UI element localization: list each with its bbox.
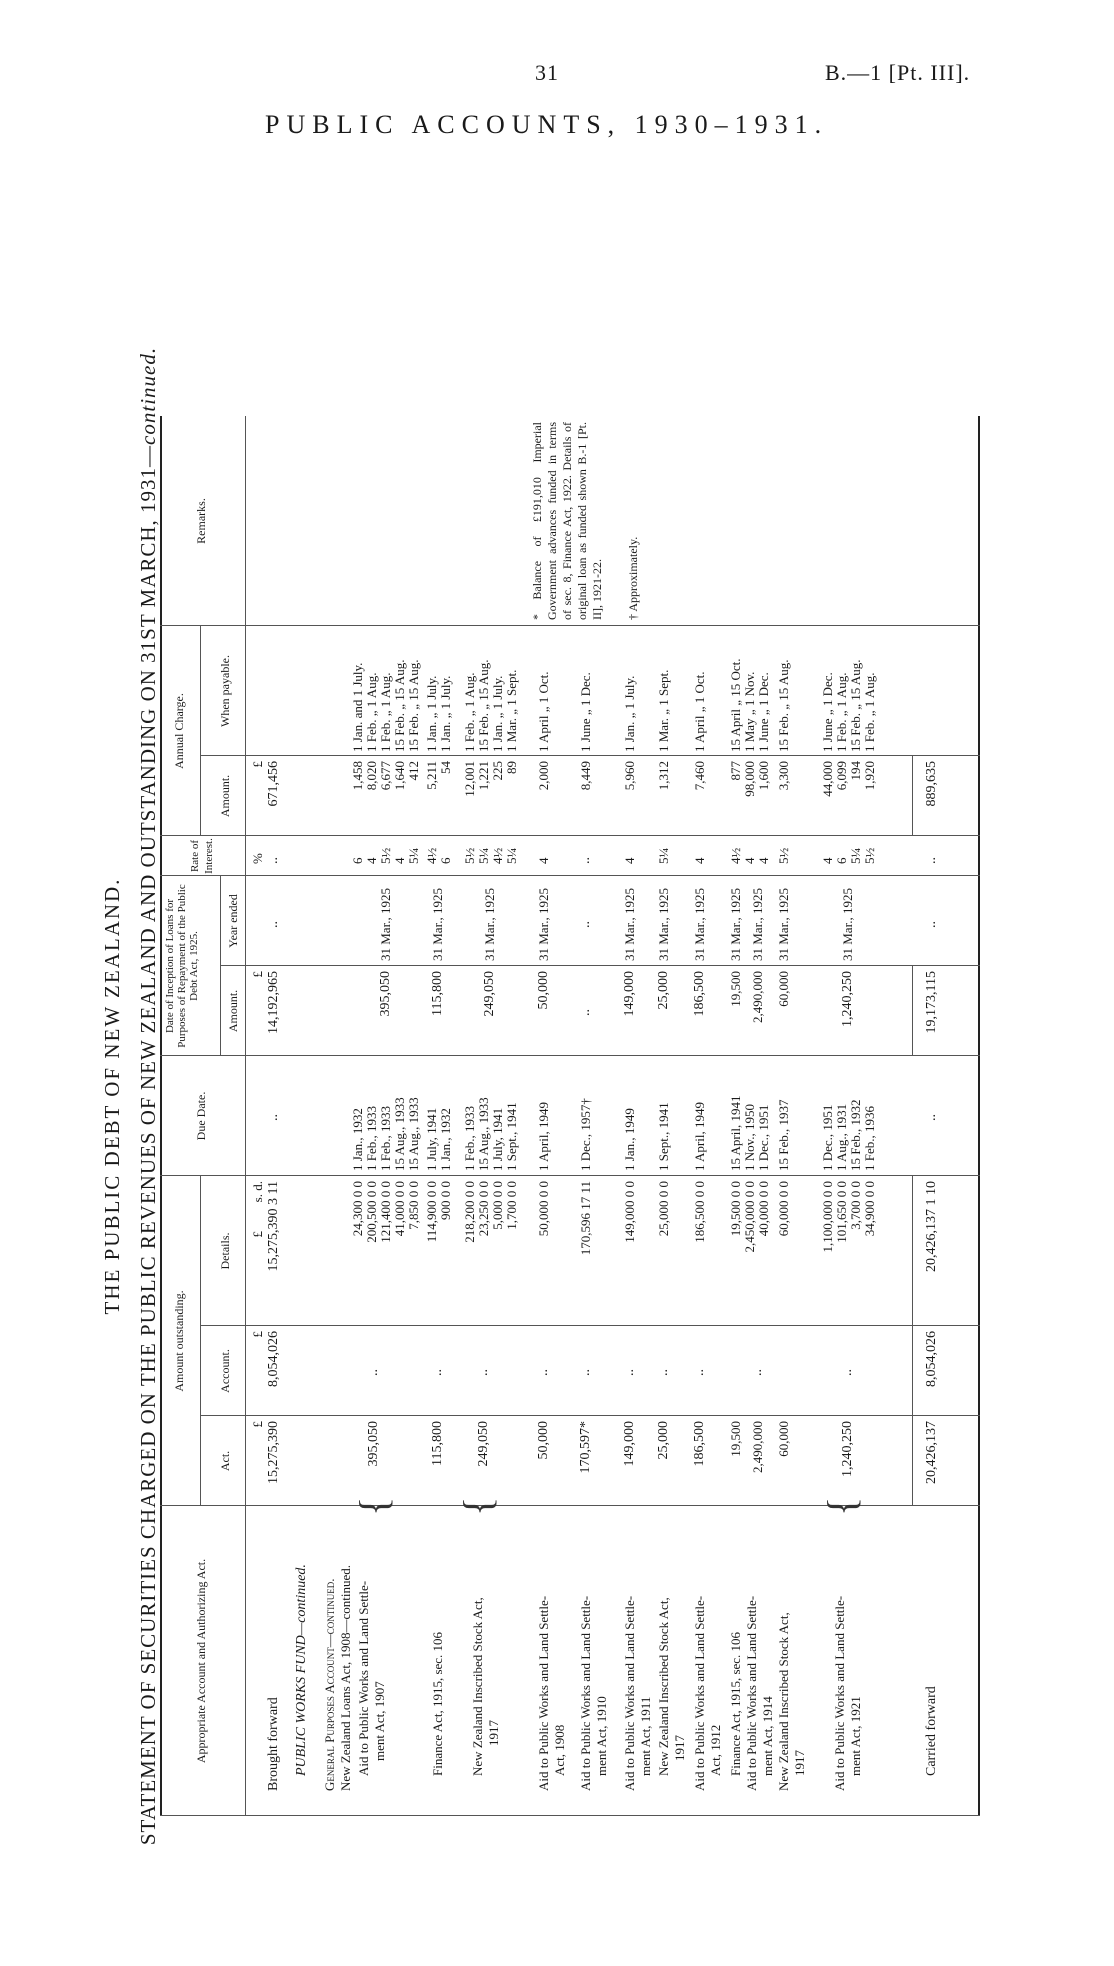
unit-percent: % xyxy=(250,853,265,864)
row5-label-1: Aid to Public Works and Land Settle- xyxy=(692,1595,707,1791)
group3-inc-amount: 249,050 xyxy=(482,971,497,1017)
row2-payable: 1 June „ 1 Dec. xyxy=(578,672,593,752)
act1921-payable-4: 1 Feb. „ 1 Aug. xyxy=(862,672,877,752)
act1921-details-4: 34,900 0 0 xyxy=(862,1181,877,1237)
col-header-inception: Date of Inception of Loans for Purposes of Repayment of the Public Debt Act, 1925. xyxy=(164,884,200,1048)
combo-details-3: 40,000 0 0 xyxy=(756,1181,771,1237)
combo-details-4: 60,000 0 0 xyxy=(776,1181,791,1237)
brought-forward-inc-year: .. xyxy=(266,921,281,928)
carried-forward-due: .. xyxy=(924,1114,939,1121)
col-rule xyxy=(160,1055,980,1056)
row3-rate: 4 xyxy=(622,857,637,864)
group1-details-3: 121,400 0 0 xyxy=(378,1181,393,1243)
combo-due-3: 1 Dec., 1951 xyxy=(756,1104,771,1171)
group3-details-2: 23,250 0 0 xyxy=(476,1181,491,1237)
combo-rate-1: 4½ xyxy=(728,847,743,864)
group1-account: .. xyxy=(366,1369,381,1376)
row3-charge: 5,960 xyxy=(622,761,637,791)
row3-label-2: ment Act, 1911 xyxy=(638,1696,653,1776)
row3-payable: 1 Jan. „ 1 July. xyxy=(622,675,637,752)
group2-due-2: 1 Jan., 1932 xyxy=(438,1108,453,1171)
row2-account: .. xyxy=(578,1369,593,1376)
brace-icon: { xyxy=(455,1496,500,1516)
act1921-rate-2: 6 xyxy=(834,857,849,864)
combo-label-4: New Zealand Inscribed Stock Act, xyxy=(776,1612,791,1791)
group3-charge-4: 89 xyxy=(504,761,519,774)
brought-forward-label: Brought forward xyxy=(266,1697,281,1791)
row3-details: 149,000 0 0 xyxy=(622,1181,637,1243)
row2-due: 1 Dec., 1957† xyxy=(578,1098,593,1171)
group2-charge-1: 5,211 xyxy=(424,761,439,790)
page-number: 31 xyxy=(535,60,559,85)
brought-forward-inc-amount: 14,192,965 xyxy=(266,971,281,1034)
unit-sd: s. d. xyxy=(250,1181,265,1203)
combo-label-1: Finance Act, 1915, sec. 106 xyxy=(728,1631,743,1776)
group3-payable-1: 1 Feb. „ 1 Aug. xyxy=(462,672,477,752)
group2-charge-2: 54 xyxy=(438,761,453,774)
row4-due: 1 Sept., 1941 xyxy=(656,1102,671,1171)
group1-inc-amount: 395,050 xyxy=(378,971,393,1017)
row3-label-1: Aid to Public Works and Land Settle- xyxy=(622,1595,637,1791)
group3-charge-2: 1,221 xyxy=(476,761,491,791)
combo-details-2: 2,450,000 0 0 xyxy=(742,1181,757,1253)
row4-payable: 1 Mar. „ 1 Sept. xyxy=(656,669,671,752)
row2-label-1: Aid to Public Works and Land Settle- xyxy=(578,1595,593,1791)
remarks-note-approx: † Approximately. xyxy=(626,536,640,620)
unit-pound: £ xyxy=(250,761,265,768)
col-header-amount-outstanding: Amount outstanding. xyxy=(172,1290,186,1392)
row3-account: .. xyxy=(622,1369,637,1376)
row5-details: 186,500 0 0 xyxy=(692,1181,707,1243)
row5-charge: 7,460 xyxy=(692,761,707,791)
combo-rate-3: 4 xyxy=(756,857,771,864)
totals-rule xyxy=(912,966,913,1056)
row4-account: .. xyxy=(656,1369,671,1376)
row3-inc-amount: 149,000 xyxy=(622,971,637,1017)
group3-charge-1: 12,001 xyxy=(462,761,477,797)
header-subrule xyxy=(220,876,221,1056)
row5-rate: 4 xyxy=(692,857,707,864)
combo-inc-amount-3: 60,000 xyxy=(776,971,791,1007)
group2-inc-amount: 115,800 xyxy=(430,971,445,1016)
act1921-due-1: 1 Dec., 1951 xyxy=(820,1104,835,1171)
act1921-details-3: 3,700 0 0 xyxy=(848,1181,863,1230)
row2-rate: .. xyxy=(578,857,593,864)
group3-due-1: 1 Feb., 1933 xyxy=(462,1106,477,1171)
act1921-due-4: 1 Feb., 1936 xyxy=(862,1106,877,1171)
col-header-remarks: Remarks. xyxy=(194,498,208,544)
combo-inc-year-2: 31 Mar., 1925 xyxy=(750,888,765,961)
act1921-inc-amount: 1,240,250 xyxy=(840,971,855,1027)
group3-details-4: 1,700 0 0 xyxy=(504,1181,519,1230)
combo-due-1: 15 April, 1941 xyxy=(728,1095,743,1171)
col-rule xyxy=(200,755,980,756)
group1-act: 395,050 xyxy=(366,1421,381,1467)
header-subrule xyxy=(200,1176,201,1506)
group1-charge-1: 1,458 xyxy=(350,761,365,791)
section-fund-heading: PUBLIC WORKS FUND—continued. xyxy=(294,1564,309,1776)
col-header-inc-amount: Amount. xyxy=(226,989,240,1033)
brace-icon: { xyxy=(819,1496,864,1516)
combo-payable-4: 15 Feb. „ 15 Aug. xyxy=(776,659,791,752)
row1-payable: 1 April „ 1 Oct. xyxy=(536,671,551,752)
brought-forward-act: 15,275,390 xyxy=(266,1421,281,1484)
totals-rule xyxy=(912,756,913,836)
act1921-due-2: 1 Aug., 1931 xyxy=(834,1103,849,1171)
row1-rate: 4 xyxy=(536,857,551,864)
report-reference: B.—1 [Pt. III]. xyxy=(825,60,971,85)
brace-icon: { xyxy=(351,1496,396,1516)
sub-title xyxy=(136,286,161,1906)
group3-rate-1: 5½ xyxy=(462,847,477,864)
combo-rate-2: 4 xyxy=(742,857,757,864)
group2-due-1: 1 July, 1941 xyxy=(424,1107,439,1171)
group3-rate-3: 4½ xyxy=(490,847,505,864)
group2-act: 115,800 xyxy=(430,1421,445,1466)
row1-inc-amount: 50,000 xyxy=(536,971,551,1010)
group3-rate-2: 5¼ xyxy=(476,847,491,864)
combo-label-2: Aid to Public Works and Land Settle- xyxy=(744,1595,759,1791)
group1-payable-4: 15 Feb. „ 15 Aug. xyxy=(392,659,407,752)
col-header-annual-charge: Annual Charge. xyxy=(172,693,186,769)
combo-inc-amount-1: 19,500 xyxy=(728,971,743,1007)
row4-inc-amount: 25,000 xyxy=(656,971,671,1010)
rotated-table-page xyxy=(0,166,1114,1966)
row2-inc-year: .. xyxy=(578,921,593,928)
group1-charge-4: 1,640 xyxy=(392,761,407,791)
group2-rate-2: 6 xyxy=(438,857,453,864)
act1921-rate-4: 5½ xyxy=(862,847,877,864)
combo-charge-2: 98,000 xyxy=(742,761,757,797)
group3-payable-2: 15 Feb. „ 15 Aug. xyxy=(476,659,491,752)
group1-due-3: 1 Feb., 1933 xyxy=(378,1106,393,1171)
group1-rate-1: 6 xyxy=(350,857,365,864)
row4-rate: 5¼ xyxy=(656,847,671,864)
row5-inc-amount: 186,500 xyxy=(692,971,707,1017)
group2-rate-1: 4½ xyxy=(424,847,439,864)
group3-due-2: 15 Aug., 1933 xyxy=(476,1097,491,1171)
act1921-payable-1: 1 June „ 1 Dec. xyxy=(820,672,835,752)
combo-act-3: 60,000 xyxy=(776,1421,791,1457)
group1-rate-5: 5¼ xyxy=(406,847,421,864)
col-rule xyxy=(160,1815,980,1816)
group3-payable-3: 1 Jan. „ 1 July. xyxy=(490,675,505,752)
section-loans-act-heading: New Zealand Loans Act, 1908—continued. xyxy=(338,1565,353,1791)
group1-payable-1: 1 Jan. and 1 July. xyxy=(350,662,365,752)
brought-forward-rate: .. xyxy=(266,857,281,864)
row1-account: .. xyxy=(536,1369,551,1376)
group1-rate-4: 4 xyxy=(392,857,407,864)
act1921-due-3: 15 Feb., 1932 xyxy=(848,1099,863,1171)
brought-forward-account: 8,054,026 xyxy=(266,1331,281,1387)
group3-due-3: 1 July, 1941 xyxy=(490,1107,505,1171)
sub-title-text: STATEMENT OF SECURITIES CHARGED ON THE PUBLIC REVENUES OF NEW ZEALAND AND OUTSTANDING ON 31ST MARCH, 1931— xyxy=(136,444,160,1846)
col-header-account: Account. xyxy=(218,1349,232,1393)
group3-account: .. xyxy=(476,1369,491,1376)
group1-details-4: 41,000 0 0 xyxy=(392,1181,407,1237)
totals-rule xyxy=(912,1176,913,1506)
group1-details-1: 24,300 0 0 xyxy=(350,1181,365,1237)
group3-act: 249,050 xyxy=(476,1421,491,1467)
combo-label-5: 1917 xyxy=(792,1750,807,1776)
col-header-details: Details. xyxy=(218,1232,232,1270)
main-title: THE PUBLIC DEBT OF NEW ZEALAND. xyxy=(100,877,124,1315)
row5-due: 1 April, 1949 xyxy=(692,1102,707,1171)
act1921-payable-2: 1 Feb. „ 1 Aug. xyxy=(834,672,849,752)
col-rule xyxy=(160,625,980,626)
act1921-charge-3: 194 xyxy=(848,761,863,781)
carried-forward-account: 8,054,026 xyxy=(924,1331,939,1387)
row2-details: 170,596 17 11 xyxy=(578,1181,593,1256)
group2-inc-year: 31 Mar., 1925 xyxy=(430,888,445,961)
row5-payable: 1 April „ 1 Oct. xyxy=(692,671,707,752)
group3-details-3: 5,000 0 0 xyxy=(490,1181,505,1230)
row1-charge: 2,000 xyxy=(536,761,551,791)
col-header-rate: Rate of Interest. xyxy=(189,838,215,874)
group3-inc-year: 31 Mar., 1925 xyxy=(482,888,497,961)
group2-payable-1: 1 Jan. „ 1 July. xyxy=(424,675,439,752)
row4-charge: 1,312 xyxy=(656,761,671,791)
col-rule xyxy=(160,1175,980,1176)
unit-pound: £ xyxy=(250,1231,265,1238)
brought-forward-charge: 671,456 xyxy=(266,761,281,807)
combo-charge-4: 3,300 xyxy=(776,761,791,791)
act1921-payable-3: 15 Feb. „ 15 Aug. xyxy=(848,659,863,752)
act1921-details-2: 101,650 0 0 xyxy=(834,1181,849,1243)
row1-due: 1 April, 1949 xyxy=(536,1102,551,1171)
row2-charge: 8,449 xyxy=(578,761,593,791)
brought-forward-due: .. xyxy=(266,1114,281,1121)
unit-pound: £ xyxy=(250,1421,265,1428)
section-gpa-heading: General Purposes Account—continued. xyxy=(322,1578,337,1791)
group1-due-2: 1 Feb., 1933 xyxy=(364,1106,379,1171)
combo-charge-1: 877 xyxy=(728,761,743,781)
group3-due-4: 1 Sept., 1941 xyxy=(504,1102,519,1171)
unit-pound: £ xyxy=(250,971,265,978)
combo-payable-1: 15 April „ 15 Oct. xyxy=(728,658,743,752)
combo-inc-amount-2: 2,490,000 xyxy=(750,971,765,1023)
row1-details: 50,000 0 0 xyxy=(536,1181,551,1237)
group1-charge-3: 6,677 xyxy=(378,761,393,791)
combo-act-2: 2,490,000 xyxy=(750,1421,765,1473)
group1-due-5: 15 Aug., 1933 xyxy=(406,1097,421,1171)
group1-rate-3: 5½ xyxy=(378,847,393,864)
act1921-rate-1: 4 xyxy=(820,857,835,864)
row1-act: 50,000 xyxy=(536,1421,551,1460)
carried-forward-act: 20,426,137 xyxy=(924,1421,939,1484)
group3-label-2: 1917 xyxy=(486,1720,501,1746)
col-header-inc-year: Year ended xyxy=(226,894,240,948)
carried-forward-details: 20,426,137 1 10 xyxy=(924,1181,939,1272)
securities-table xyxy=(160,416,980,1816)
group1-details-2: 200,500 0 0 xyxy=(364,1181,379,1243)
col-rule xyxy=(220,965,980,966)
row3-inc-year: 31 Mar., 1925 xyxy=(622,888,637,961)
col-header-due-date: Due Date. xyxy=(194,1091,208,1141)
row4-inc-year: 31 Mar., 1925 xyxy=(656,888,671,961)
group2-details-2: 900 0 0 xyxy=(438,1181,453,1220)
combo-account: .. xyxy=(750,1369,765,1376)
group2-label-1: Finance Act, 1915, sec. 106 xyxy=(430,1631,445,1776)
row5-inc-year: 31 Mar., 1925 xyxy=(692,888,707,961)
row4-label-2: 1917 xyxy=(672,1735,687,1761)
act1921-charge-2: 6,099 xyxy=(834,761,849,791)
combo-act-1: 19,500 xyxy=(728,1421,743,1457)
act1921-charge-1: 44,000 xyxy=(820,761,835,797)
combo-inc-year-3: 31 Mar., 1925 xyxy=(776,888,791,961)
group1-payable-2: 1 Feb. „ 1 Aug. xyxy=(364,672,379,752)
row4-label-1: New Zealand Inscribed Stock Act, xyxy=(656,1597,671,1776)
combo-details-1: 19,500 0 0 xyxy=(728,1181,743,1237)
group1-inc-year: 31 Mar., 1925 xyxy=(378,888,393,961)
header-subrule xyxy=(200,626,201,836)
carried-forward-charge: 889,635 xyxy=(924,761,939,807)
row4-details: 25,000 0 0 xyxy=(656,1181,671,1237)
row2-label-2: ment Act, 1910 xyxy=(594,1696,609,1776)
combo-charge-3: 1,600 xyxy=(756,761,771,791)
group3-payable-4: 1 Mar. „ 1 Sept. xyxy=(504,669,519,752)
col-header-ac-amount: Amount. xyxy=(218,774,232,818)
col-header-act-amount: Act. xyxy=(218,1450,232,1472)
remarks-note-balance: * Balance of £191,010 Imperial Government advances funded in terms of sec. 8, Finance Act, 1922. Details of original loan as funded shown B.-1 [Pt. II], 1921-22. xyxy=(530,422,604,620)
carried-forward-inc-amount: 19,173,115 xyxy=(924,971,939,1034)
group2-account: .. xyxy=(430,1369,445,1376)
group1-payable-5: 15 Feb. „ 15 Aug. xyxy=(406,659,421,752)
row2-act: 170,597* xyxy=(578,1421,593,1474)
row5-label-2: Act, 1912 xyxy=(708,1724,723,1776)
carried-forward-rate: .. xyxy=(924,857,939,864)
brought-forward-details: 15,275,390 3 11 xyxy=(266,1181,281,1272)
row5-account: .. xyxy=(692,1369,707,1376)
combo-payable-2: 1 May „ 1 Nov. xyxy=(742,671,757,752)
row5-act: 186,500 xyxy=(692,1421,707,1467)
group1-due-1: 1 Jan., 1932 xyxy=(350,1108,365,1171)
act1921-rate-3: 5¼ xyxy=(848,847,863,864)
group2-payable-2: 1 Jan. „ 1 July. xyxy=(438,675,453,752)
carried-forward-label: Carried forward xyxy=(924,1686,939,1776)
act1921-inc-year: 31 Mar., 1925 xyxy=(840,888,855,961)
unit-pound: £ xyxy=(250,1331,265,1338)
combo-due-4: 15 Feb., 1937 xyxy=(776,1099,791,1171)
act1921-label-1: Aid to Public Works and Land Settle- xyxy=(832,1595,847,1791)
row1-label-2: Act, 1908 xyxy=(552,1724,567,1776)
act1921-label-2: ment Act, 1921 xyxy=(848,1696,863,1776)
group1-charge-5: 412 xyxy=(406,761,421,781)
group1-rate-2: 4 xyxy=(364,857,379,864)
group1-charge-2: 8,020 xyxy=(364,761,379,791)
row3-act: 149,000 xyxy=(622,1421,637,1467)
col-header-act: Appropriate Account and Authorizing Act. xyxy=(194,1558,208,1764)
col-rule xyxy=(160,875,980,876)
group3-details-1: 218,200 0 0 xyxy=(462,1181,477,1243)
combo-inc-year-1: 31 Mar., 1925 xyxy=(728,888,743,961)
combo-label-3: ment Act, 1914 xyxy=(760,1696,775,1776)
row1-inc-year: 31 Mar., 1925 xyxy=(536,888,551,961)
group3-label-1: New Zealand Inscribed Stock Act, xyxy=(470,1597,485,1776)
sub-title-continued: continued. xyxy=(136,346,160,445)
row3-due: 1 Jan., 1949 xyxy=(622,1108,637,1171)
row2-inc-amount: .. xyxy=(578,1009,593,1016)
row1-label-1: Aid to Public Works and Land Settle- xyxy=(536,1595,551,1791)
group1-details-5: 7,850 0 0 xyxy=(406,1181,421,1230)
act1921-charge-4: 1,920 xyxy=(862,761,877,791)
combo-rate-4: 5½ xyxy=(776,847,791,864)
row4-act: 25,000 xyxy=(656,1421,671,1460)
group1-payable-3: 1 Feb. „ 1 Aug. xyxy=(378,672,393,752)
group3-rate-4: 5¼ xyxy=(504,847,519,864)
section-heading: PUBLIC ACCOUNTS, 1930–1931. xyxy=(265,110,829,139)
group2-details-1: 114,900 0 0 xyxy=(424,1181,439,1243)
group1-label-2: ment Act, 1907 xyxy=(372,1681,387,1761)
group3-charge-3: 225 xyxy=(490,761,505,781)
act1921-act: 1,240,250 xyxy=(840,1421,855,1477)
act1921-details-1: 1,100,000 0 0 xyxy=(820,1181,835,1253)
col-rule xyxy=(200,1415,980,1416)
carried-forward-inc-year: .. xyxy=(924,921,939,928)
group1-due-4: 15 Aug., 1933 xyxy=(392,1097,407,1171)
act1921-account: .. xyxy=(840,1369,855,1376)
header-bottom-rule xyxy=(245,416,246,1816)
group1-label-1: Aid to Public Works and Land Settle- xyxy=(356,1580,371,1776)
combo-due-2: 1 Nov., 1950 xyxy=(742,1103,757,1171)
combo-payable-3: 1 June „ 1 Dec. xyxy=(756,672,771,752)
col-header-when-payable: When payable. xyxy=(218,655,232,727)
